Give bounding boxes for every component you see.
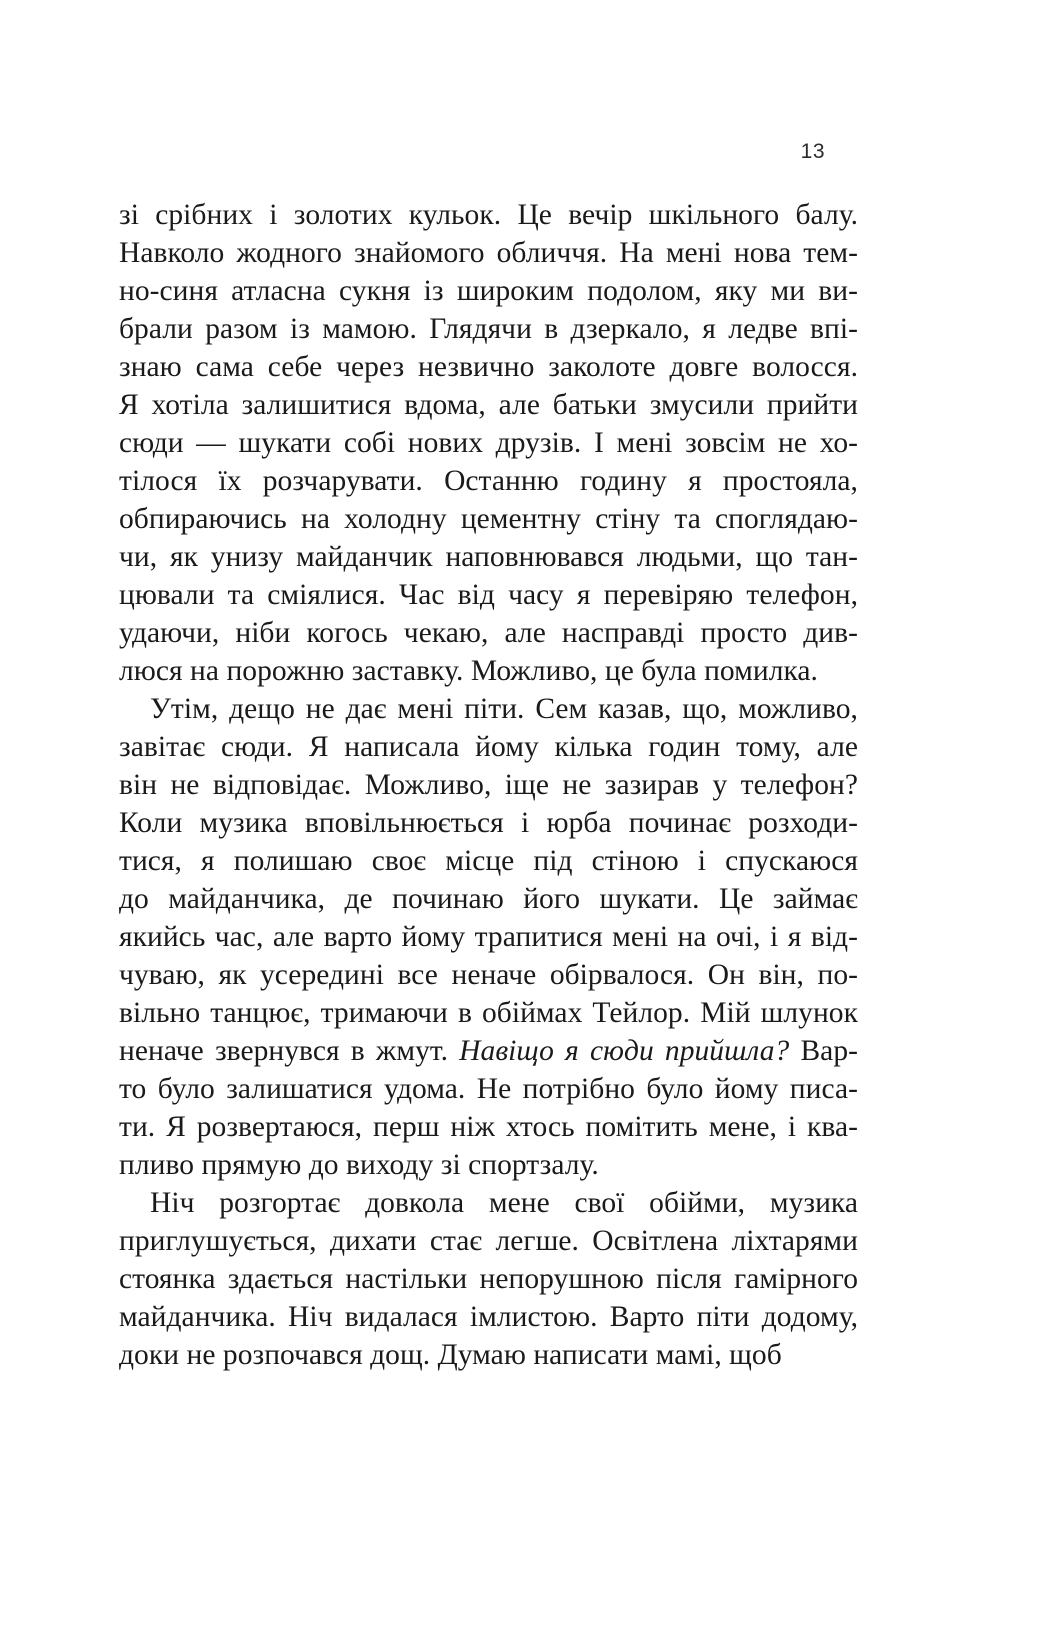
text-line: стоянка здається настільки непорушною після гамірного [119,1263,858,1295]
text-line: Я хотіла залишитися вдома, але батьки змусили прийти [119,389,858,421]
text-line: Ніч розгортає довкола мене свої обійми, музика [150,1187,858,1219]
text-line: майданчика. Ніч видалася імлистою. Варто піти додому, [119,1301,858,1333]
body-text-block [119,196,858,1374]
text-line: тілося їх розчарувати. Останню годину я простояла, [119,465,858,497]
text-line: удаючи, ніби когось чекаю, але насправді просто див- [119,617,858,649]
text-line: то було залишатися удома. Не потрібно було йому писа- [119,1073,858,1105]
text-line: доки не розпочався дощ. Думаю написати мамі, щоб [119,1339,782,1371]
text-line: сюди — шукати собі нових друзів. І мені зовсім не хо- [119,427,858,459]
text-line: но-синя атласна сукня із широким подолом, яку ми ви- [119,275,858,307]
plain-text: Вар- [789,1035,858,1067]
text-line: цювали та сміялися. Час від часу я перевіряю телефон, [119,579,858,611]
paragraph-3 [119,1184,858,1374]
paragraph-2 [119,690,858,1184]
paragraph-1 [119,196,858,690]
text-line: приглушується, дихати стає легше. Освітлена ліхтарями [119,1225,858,1257]
emphasis-text: Навіщо я сюди прийшла? [459,1035,790,1067]
text-line: чуваю, як усередині все неначе обірвалося. Он він, по- [119,959,858,991]
text-line: обпираючись на холодну цементну стіну та споглядаю- [119,503,858,535]
plain-text: неначе звернувся в жмут. [119,1035,460,1067]
text-line: чи, як унизу майданчик наповнювався людьми, що тан- [119,541,858,573]
text-line [119,1032,858,1070]
text-line: якийсь час, але варто йому трапитися мені на очі, і я від- [119,921,858,953]
text-line: Утім, дещо не дає мені піти. Сем казав, що, можливо, [150,693,858,725]
text-line: зі срібних і золотих кульок. Це вечір шкільного балу. [119,199,858,231]
text-line: знаю сама себе через незвично заколоте довге волосся. [119,351,858,383]
text-line: Навколо жодного знайомого обличчя. На мені нова тем- [119,237,858,269]
text-line: завітає сюди. Я написала йому кілька годин тому, але [119,731,858,763]
text-line: тися, я полишаю своє місце під стіною і спускаюся [119,845,858,877]
text-line: до майданчика, де починаю його шукати. Це займає [119,883,858,915]
text-line: вільно танцює, тримаючи в обіймах Тейлор. Мій шлунок [119,997,858,1029]
text-line: брали разом із мамою. Глядячи в дзеркало, я ледве впі- [119,313,858,345]
text-line: ти. Я розвертаюся, перш ніж хтось помітить мене, і ква- [119,1111,858,1143]
text-line: Коли музика вповільнюється і юрба починає розходи- [119,807,858,839]
text-line: він не відповідає. Можливо, іще не зазирав у телефон? [119,769,858,801]
text-line: пливо прямую до виходу зі спортзалу. [119,1149,599,1181]
text-line: люся на порожню заставку. Можливо, це була помилка. [119,655,818,687]
page-number: 13 [800,140,825,163]
